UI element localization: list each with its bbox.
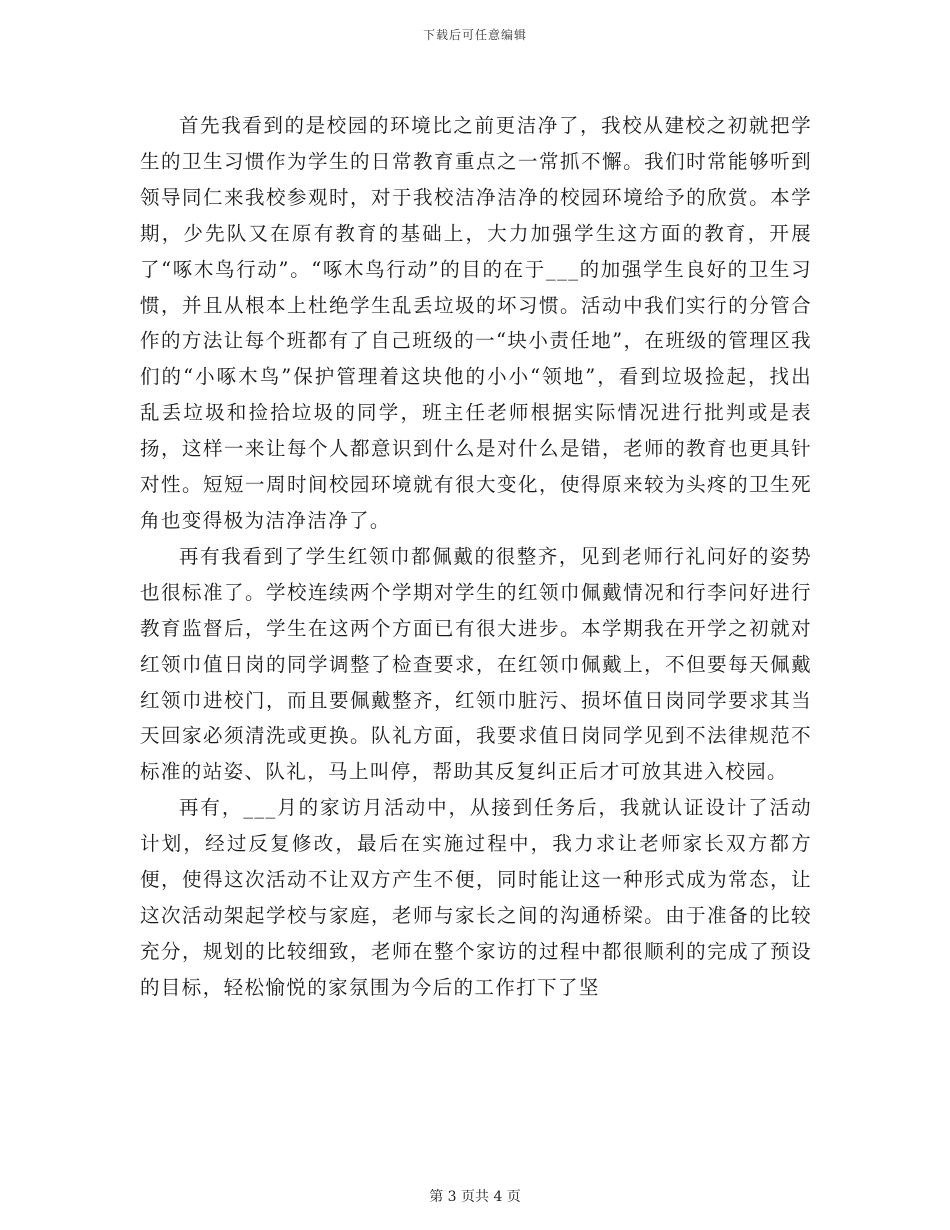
page-header: 下载后可任意编辑 <box>422 28 527 42</box>
page-footer: 第 3 页共 4 页 <box>429 1189 521 1205</box>
paragraph-home-visit: 再有，___月的家访月活动中，从接到任务后，我就认证设计了活动计划，经过反复修改，最后在实施过程中，我力求让老师家长双方都方便，使得这次活动不让双方产生不便，同时能让这一种形式成为常态，让这次活动架起学校与家庭，老师与家长之间的沟通桥梁。由于准备的比较充分，规划的比较细致，老师在整个家访的过程中都很顺利的完成了预设的目标，轻松愉悦的家氛围为今后的工作打下了坚 <box>140 796 812 999</box>
paragraph-environment: 首先我看到的是校园的环境比之前更洁净了，我校从建校之初就把学生的卫生习惯作为学生的日常教育重点之一常抓不懈。我们时常能够听到领导同仁来我校参观时，对于我校洁净洁净的校园环境给予的欣赏。本学期，少先队又在原有教育的基础上，大力加强学生这方面的教育，开展了“啄木鸟行动”。“啄木鸟行动”的目的在于___的加强学生良好的卫生习惯，并且从根本上杜绝学生乱丢垃圾的坏习惯。活动中我们实行的分管合作的方法让每个班都有了自己班级的一“块小责任地”，在班级的管理区我们的“小啄木鸟”保护管理着这块他的小小“领地”，看到垃圾捡起，找出乱丢垃圾和捡拾垃圾的同学，班主任老师根据实际情况进行批判或是表扬，这样一来让每个人都意识到什么是对什么是错，老师的教育也更具针对性。短短一周时间校园环境就有很大变化，使得原来较为头疼的卫生死角也变得极为洁净洁净了。 <box>140 114 812 532</box>
paragraph-red-scarf: 再有我看到了学生红领巾都佩戴的很整齐，见到老师行礼问好的姿势也很标准了。学校连续两个学期对学生的红领巾佩戴情况和行李问好进行教育监督后，学生在这两个方面已有很大进步。本学期我在开学之初就对红领巾值日岗的同学调整了检查要求，在红领巾佩戴上，不但要每天佩戴红领巾进校门，而且要佩戴整齐，红领巾脏污、损坏值日岗同学要求其当天回家必须清洗或更换。队礼方面，我要求值日岗同学见到不法律规范不标准的站姿、队礼，马上叫停，帮助其反复纠正后才可放其进入校园。 <box>140 544 812 784</box>
document-body <box>140 108 812 1006</box>
